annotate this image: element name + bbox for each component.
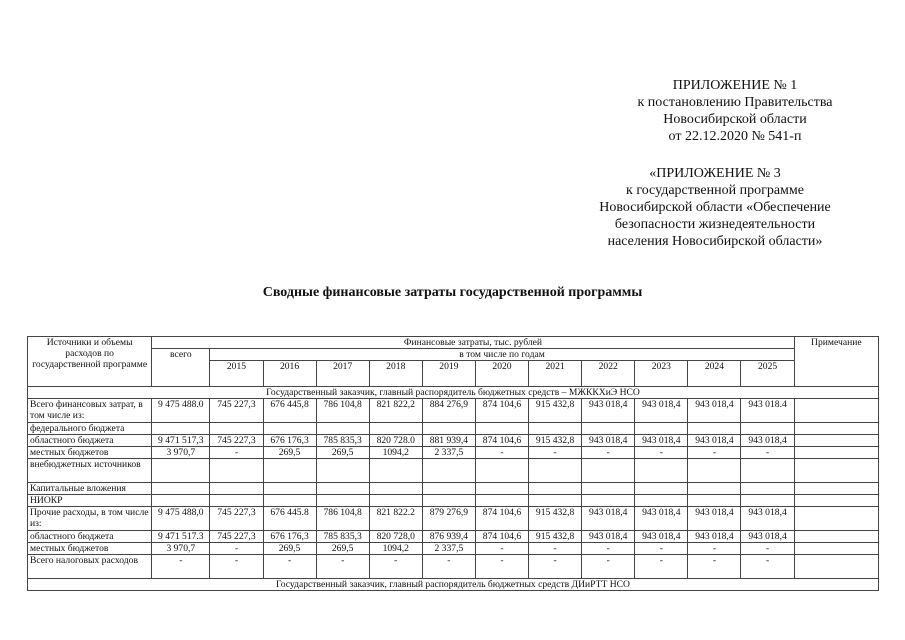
table-cell: - — [316, 555, 369, 579]
row-label: внебюджетных источников — [28, 459, 152, 483]
table-cell: 915 432,8 — [529, 507, 582, 531]
table-cell: 745 227,3 — [210, 399, 263, 423]
row-label: НИОКР — [28, 495, 152, 507]
table-cell: - — [688, 555, 741, 579]
header-year: 2023 — [635, 361, 688, 387]
table-cell: - — [635, 543, 688, 555]
header-year: 2019 — [422, 361, 475, 387]
table-cell — [263, 423, 316, 435]
table-cell: 943 018,4 — [688, 507, 741, 531]
table-cell: 269,5 — [316, 543, 369, 555]
header-note: Примечание — [794, 337, 878, 387]
section-customer-2: Государственный заказчик, главный распорядитель бюджетных средств ДИиРТТ НСО — [28, 579, 879, 591]
header-total: всего — [152, 349, 210, 387]
table-cell — [635, 423, 688, 435]
table-row — [28, 435, 879, 447]
table-cell: 269,5 — [316, 447, 369, 459]
row-label: федерального бюджета — [28, 423, 152, 435]
note-cell — [794, 447, 878, 459]
table-cell: - — [582, 555, 635, 579]
table-row — [28, 507, 879, 531]
table-row — [28, 543, 879, 555]
table-cell: 269,5 — [263, 447, 316, 459]
table-cell: 874 104,6 — [475, 435, 528, 447]
row-label: Прочие расходы, в том числе из: — [28, 507, 152, 531]
table-cell: 676 176,3 — [263, 531, 316, 543]
table-cell — [263, 459, 316, 483]
table-row — [28, 495, 879, 507]
table-cell: 821 822,2 — [369, 399, 422, 423]
table-cell — [741, 423, 794, 435]
table-cell — [475, 459, 528, 483]
financial-costs-table — [27, 336, 879, 591]
header-year: 2021 — [529, 361, 582, 387]
table-cell: - — [422, 555, 475, 579]
table-cell: 820 728,0 — [369, 531, 422, 543]
table-cell: 943 018,4 — [582, 435, 635, 447]
table-cell — [369, 483, 422, 495]
table-cell: - — [635, 555, 688, 579]
table-cell: - — [688, 447, 741, 459]
table-cell: 676 445.8 — [263, 507, 316, 531]
header-financial-costs: Финансовые затраты, тыс. рублей — [152, 337, 794, 349]
table-cell — [369, 459, 422, 483]
table-cell: 915 432,8 — [529, 531, 582, 543]
table-cell: 745 227,3 — [210, 531, 263, 543]
table-cell: 2 337,5 — [422, 543, 475, 555]
table-cell — [475, 483, 528, 495]
table-cell: - — [582, 447, 635, 459]
table-cell: 676 445,8 — [263, 399, 316, 423]
table-cell — [152, 483, 210, 495]
table-cell — [152, 423, 210, 435]
table-cell: 3 970,7 — [152, 447, 210, 459]
table-cell: 943 018,4 — [688, 435, 741, 447]
table-cell: - — [210, 543, 263, 555]
table-cell: 821 822.2 — [369, 507, 422, 531]
appendix-3-line: Новосибирской области «Обеспечение — [599, 200, 831, 215]
row-label: Всего налоговых расходов — [28, 555, 152, 579]
table-cell — [529, 495, 582, 507]
table-cell: - — [210, 555, 263, 579]
table-cell: 943 018,4 — [635, 399, 688, 423]
table-cell — [688, 483, 741, 495]
table-cell: - — [741, 555, 794, 579]
note-cell — [794, 495, 878, 507]
table-cell: - — [263, 555, 316, 579]
table-cell: 943 018,4 — [741, 507, 794, 531]
table-cell — [422, 459, 475, 483]
table-cell: 269,5 — [263, 543, 316, 555]
table-cell: 786 104,8 — [316, 399, 369, 423]
table-cell: 943 018,4 — [582, 531, 635, 543]
row-label: Капитальные вложения — [28, 483, 152, 495]
table-cell: 745 227,3 — [210, 435, 263, 447]
table-cell: 785 835,3 — [316, 435, 369, 447]
header-year: 2018 — [369, 361, 422, 387]
table-row — [28, 531, 879, 543]
appendix-1-line: к постановлению Правительства — [637, 95, 833, 110]
table-cell: 943 018.4 — [741, 399, 794, 423]
table-cell: 881 939,4 — [422, 435, 475, 447]
table-cell — [688, 495, 741, 507]
section-customer-1: Государственный заказчик, главный распорядитель бюджетных средств – МЖККХиЭ НСО — [28, 387, 879, 399]
appendix-3-line: к государственной программе — [626, 183, 804, 198]
table-cell: - — [152, 555, 210, 579]
table-cell: - — [529, 555, 582, 579]
note-cell — [794, 435, 878, 447]
appendix-3-line: безопасности жизнедеятельности — [614, 217, 816, 232]
table-row — [28, 447, 879, 459]
table-cell — [741, 483, 794, 495]
table-row — [28, 483, 879, 495]
document-title: Сводные финансовые затраты государственной программы — [262, 285, 643, 300]
table-cell: 943 018,4 — [635, 531, 688, 543]
table-cell: - — [475, 543, 528, 555]
table-cell — [582, 483, 635, 495]
table-cell: 874 104,6 — [475, 507, 528, 531]
row-label: местных бюджетов — [28, 543, 152, 555]
table-cell — [316, 483, 369, 495]
note-cell — [794, 483, 878, 495]
table-cell — [210, 459, 263, 483]
table-row — [28, 399, 879, 423]
table-cell: 9 471 517.3 — [152, 531, 210, 543]
table-cell: 820 728.0 — [369, 435, 422, 447]
table-cell — [582, 495, 635, 507]
table-cell: - — [475, 447, 528, 459]
note-cell — [794, 507, 878, 531]
table-cell: - — [741, 447, 794, 459]
appendix-3-line: «ПРИЛОЖЕНИЕ № 3 — [649, 166, 781, 181]
table-cell — [422, 495, 475, 507]
table-cell — [210, 423, 263, 435]
table-cell — [475, 495, 528, 507]
row-label: областного бюджета — [28, 435, 152, 447]
table-cell — [529, 459, 582, 483]
table-cell — [529, 423, 582, 435]
header-year: 2020 — [475, 361, 528, 387]
table-cell: 943 018,4 — [635, 507, 688, 531]
table-cell: 874 104,6 — [475, 531, 528, 543]
table-cell: 745 227,3 — [210, 507, 263, 531]
table-cell: - — [635, 447, 688, 459]
appendix-3-line: населения Новосибирской области» — [607, 234, 823, 249]
appendix-1-heading — [600, 77, 870, 145]
table-cell: - — [741, 543, 794, 555]
table-cell: 943 018,4 — [582, 507, 635, 531]
table-row — [28, 459, 879, 483]
table-cell — [635, 459, 688, 483]
table-cell: - — [210, 447, 263, 459]
table-cell: - — [475, 555, 528, 579]
table-cell: 915 432,8 — [529, 399, 582, 423]
header-year: 2016 — [263, 361, 316, 387]
table-cell: 943 018,4 — [582, 399, 635, 423]
note-cell — [794, 423, 878, 435]
table-cell — [475, 423, 528, 435]
table-cell: - — [529, 447, 582, 459]
table-cell — [316, 495, 369, 507]
table-cell — [369, 423, 422, 435]
table-cell: 943 018,4 — [688, 399, 741, 423]
table-cell — [422, 423, 475, 435]
table-cell — [369, 495, 422, 507]
appendix-3-heading — [560, 165, 870, 250]
row-label: местных бюджетов — [28, 447, 152, 459]
table-cell: - — [582, 543, 635, 555]
table-cell: - — [369, 555, 422, 579]
row-label: областного бюджета — [28, 531, 152, 543]
table-cell: 943 018,4 — [688, 531, 741, 543]
table-cell: 943 018,4 — [741, 435, 794, 447]
table-cell — [635, 483, 688, 495]
appendix-1-line: Новосибирской области — [663, 112, 807, 127]
note-cell — [794, 399, 878, 423]
header-year: 2017 — [316, 361, 369, 387]
table-cell: 879 276,9 — [422, 507, 475, 531]
table-cell: - — [529, 543, 582, 555]
table-cell: 1094,2 — [369, 543, 422, 555]
note-cell — [794, 459, 878, 483]
table-cell: 874 104,6 — [475, 399, 528, 423]
appendix-1-line: от 22.12.2020 № 541-п — [668, 129, 802, 144]
table-cell: 785 835,3 — [316, 531, 369, 543]
header-year: 2022 — [582, 361, 635, 387]
table-cell — [582, 459, 635, 483]
table-cell: 884 276,9 — [422, 399, 475, 423]
section-row — [28, 387, 879, 399]
header-year: 2024 — [688, 361, 741, 387]
table-cell: 786 104,8 — [316, 507, 369, 531]
table-cell: 9 471 517,3 — [152, 435, 210, 447]
table-cell — [741, 495, 794, 507]
note-cell — [794, 531, 878, 543]
header-year: 2015 — [210, 361, 263, 387]
table-cell — [263, 483, 316, 495]
section-row — [28, 579, 879, 591]
table-cell: 3 970,7 — [152, 543, 210, 555]
table-cell — [316, 423, 369, 435]
table-cell — [263, 495, 316, 507]
table-cell — [741, 459, 794, 483]
table-cell: 9 475 488,0 — [152, 507, 210, 531]
table-cell — [210, 483, 263, 495]
table-cell — [635, 495, 688, 507]
table-cell: 2 337,5 — [422, 447, 475, 459]
header-by-years: в том числе по годам — [210, 349, 794, 361]
table-cell: 1094,2 — [369, 447, 422, 459]
table-cell: 876 939,4 — [422, 531, 475, 543]
table-cell: 9 475 488.0 — [152, 399, 210, 423]
table-cell — [152, 495, 210, 507]
table-cell — [529, 483, 582, 495]
header-year: 2025 — [741, 361, 794, 387]
note-cell — [794, 543, 878, 555]
header-sources: Источники и объемы расходов по государственной программе — [28, 337, 152, 387]
table-row — [28, 423, 879, 435]
row-label: Всего финансовых затрат, в том числе из: — [28, 399, 152, 423]
table-cell: 915 432,8 — [529, 435, 582, 447]
table-cell — [688, 423, 741, 435]
table-cell: 943 018,4 — [635, 435, 688, 447]
note-cell — [794, 555, 878, 579]
table-cell: - — [688, 543, 741, 555]
table-cell: 676 176,3 — [263, 435, 316, 447]
table-cell — [152, 459, 210, 483]
appendix-1-line: ПРИЛОЖЕНИЕ № 1 — [672, 78, 798, 93]
table-cell — [688, 459, 741, 483]
table-cell — [422, 483, 475, 495]
table-row — [28, 555, 879, 579]
table-cell — [316, 459, 369, 483]
table-cell — [210, 495, 263, 507]
table-cell — [582, 423, 635, 435]
table-cell: 943 018,4 — [741, 531, 794, 543]
